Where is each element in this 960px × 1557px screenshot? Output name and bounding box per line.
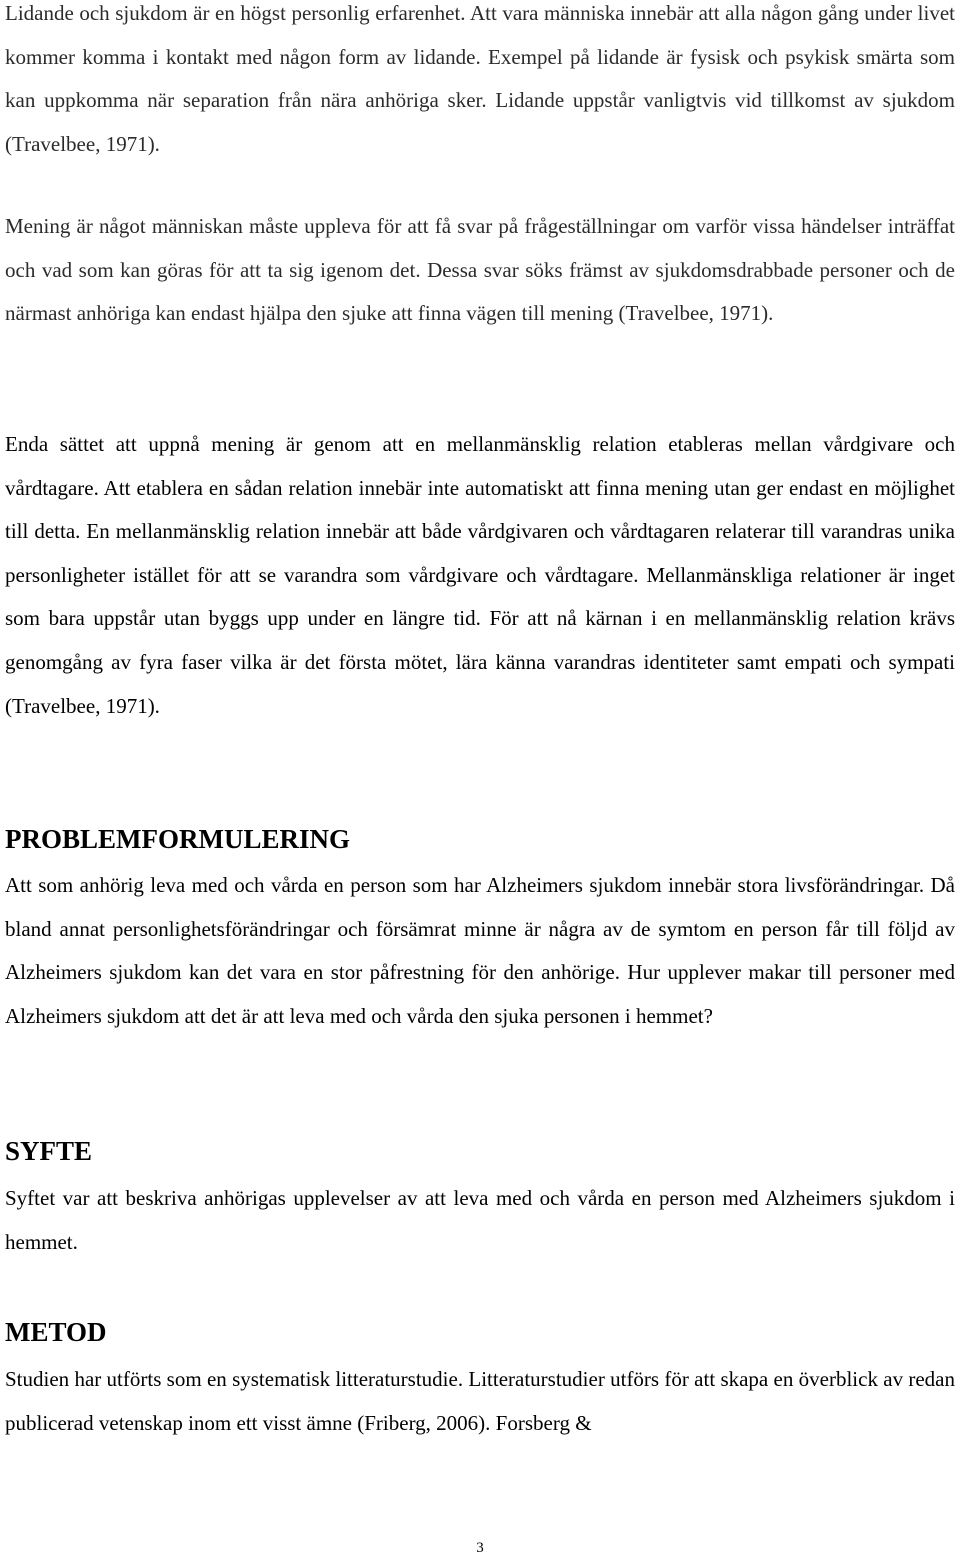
- section-text-syfte: Syftet var att beskriva anhörigas upplevelser av att leva med och vårda en person med Alzheimers sjukdom i hemmet.: [5, 1186, 955, 1254]
- intro-paragraph-meaning: Mening är något människan måste uppleva för att få svar på frågeställningar om varför vissa händelser inträffat och vad som kan göras för att ta sig igenom det. Dessa svar söks främst av sjukdomsdrabbade personer och de närmast anhöriga kan endast hjälpa den sjuke att finna vägen till mening (Travelbee, 1971).: [5, 214, 955, 326]
- section-heading-metod: METOD: [5, 1317, 107, 1347]
- section-text-metod: Studien har utförts som en systematisk litteraturstudie. Litteraturstudier utförs för att skapa en överblick av redan publicerad vetenskap inom ett visst ämne (Friberg, 2006). Forsberg &: [5, 1367, 955, 1435]
- page-number: 3: [476, 1540, 484, 1556]
- section-heading-problem: PROBLEMFORMULERING: [5, 824, 351, 854]
- section-heading-syfte: SYFTE: [5, 1136, 93, 1166]
- section-text-problem: Att som anhörig leva med och vårda en person som har Alzheimers sjukdom innebär stora livsförändringar. Då bland annat personlighetsförändringar och försämrat minne är några av de symtom en person får till följd av Alzheimers sjukdom kan det vara en stor påfrestning för den anhörige. Hur upplever makar till personer med Alzheimers sjukdom att det är att leva med och vårda den sjuka personen i hemmet?: [5, 873, 955, 1028]
- intro-paragraph-relation: Enda sättet att uppnå mening är genom att en mellanmänsklig relation etableras mellan vårdgivare och vårdtagare. Att etablera en sådan relation innebär inte automatiskt att finna mening utan ger endast en möjlighet till detta. En mellanmänsklig relation innebär att både vårdgivaren och vårdtagaren relaterar till varandras unika personligheter istället för att se varandra som vårdgivare och vårdtagare. Mellanmänskliga relationer är inget som bara uppstår utan byggs upp under en längre tid. För att nå kärnan i en mellanmänsklig relation krävs genomgång av fyra faser vilka är det första mötet, lära känna varandras identiteter samt empati och sympati (Travelbee, 1971).: [5, 432, 955, 718]
- intro-paragraph-suffering: Lidande och sjukdom är en högst personlig erfarenhet. Att vara människa innebär att alla någon gång under livet kommer komma i kontakt med någon form av lidande. Exempel på lidande är fysisk och psykisk smärta som kan uppkomma när separation från nära anhöriga sker. Lidande uppstår vanligtvis vid tillkomst av sjukdom (Travelbee, 1971).: [5, 1, 955, 156]
